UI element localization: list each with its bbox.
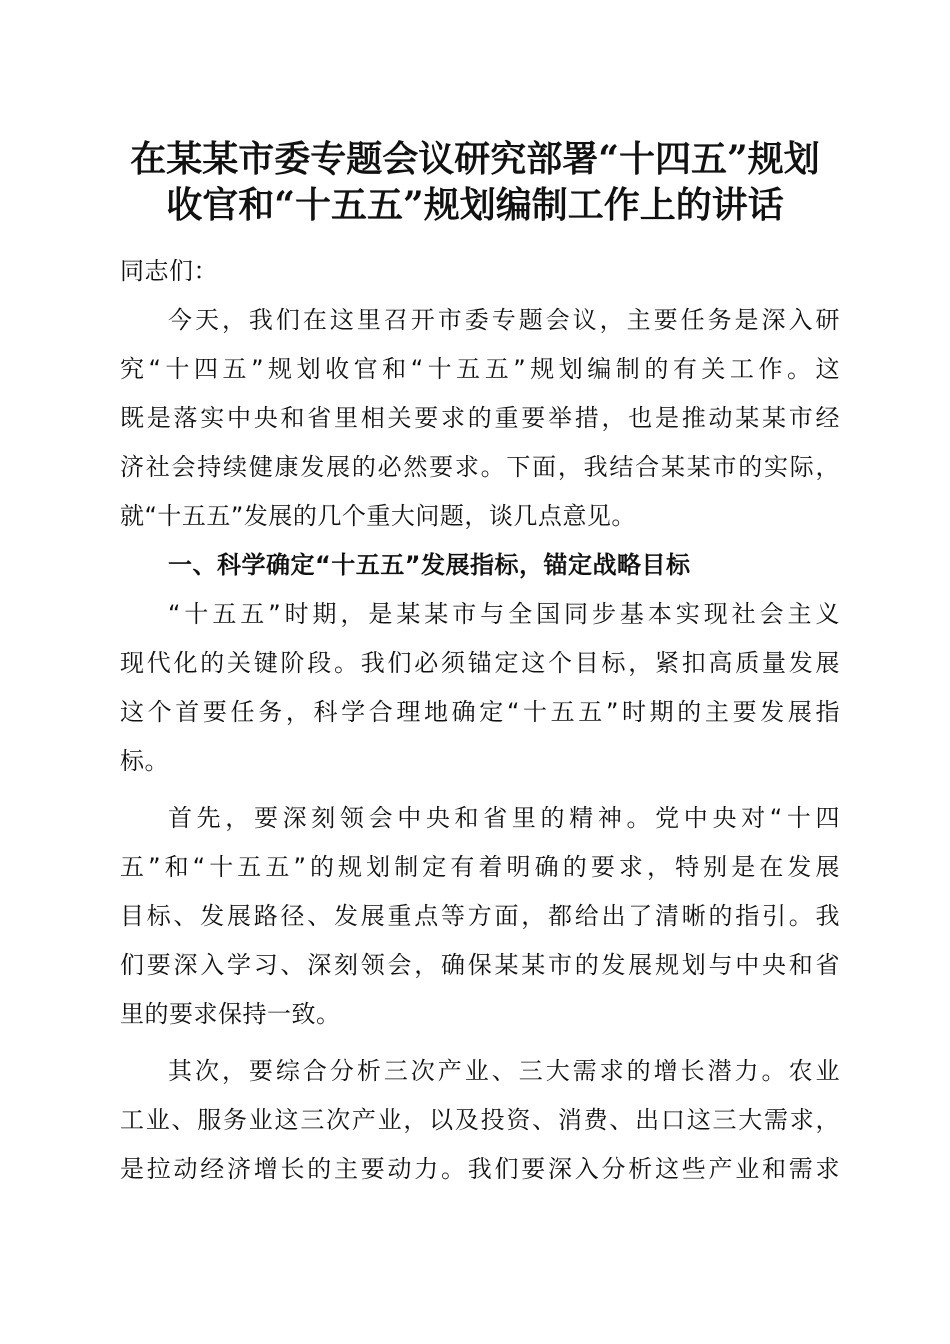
section-heading-1: 一、科学确定“十五五”发展指标，锚定战略目标 bbox=[168, 551, 691, 579]
paragraph-1-line: 究“十四五”规划收官和“十五五”规划编制的有关工作。这 bbox=[120, 355, 840, 383]
document-title-line-2: 收官和“十五五”规划编制工作上的讲话 bbox=[166, 184, 784, 226]
paragraph-2-line: “十五五”时期，是某某市与全国同步基本实现社会主义 bbox=[168, 600, 840, 628]
paragraph-4-line: 是拉动经济增长的主要动力。我们要深入分析这些产业和需求 bbox=[120, 1155, 840, 1183]
paragraph-2-line: 现代化的关键阶段。我们必须锚定这个目标，紧扣高质量发展 bbox=[120, 649, 840, 677]
paragraph-1-line: 既是落实中央和省里相关要求的重要举措，也是推动某某市经 bbox=[120, 404, 840, 432]
paragraph-1-line: 就“十五五”发展的几个重大问题，谈几点意见。 bbox=[120, 502, 636, 530]
document-body bbox=[120, 247, 840, 1194]
document-title-line-1: 在某某市委专题会议研究部署“十四五”规划 bbox=[130, 138, 820, 180]
paragraph-1-line: 今天，我们在这里召开市委专题会议，主要任务是深入研 bbox=[168, 306, 840, 334]
paragraph-4-line: 其次，要综合分析三次产业、三大需求的增长潜力。农业 bbox=[168, 1057, 840, 1085]
salutation: 同志们： bbox=[120, 257, 218, 285]
paragraph-2-line: 这个首要任务，科学合理地确定“十五五”时期的主要发展指 bbox=[120, 698, 840, 726]
paragraph-4-line: 工业、服务业这三次产业，以及投资、消费、出口这三大需求， bbox=[120, 1106, 840, 1134]
paragraph-3-line: 首先，要深刻领会中央和省里的精神。党中央对“十四 bbox=[168, 804, 840, 832]
paragraph-3-line: 目标、发展路径、发展重点等方面，都给出了清晰的指引。我 bbox=[120, 902, 840, 930]
paragraph-2-line: 标。 bbox=[120, 747, 169, 775]
paragraph-3-line: 们要深入学习、深刻领会，确保某某市的发展规划与中央和省 bbox=[120, 951, 840, 979]
paragraph-3-line: 五”和“十五五”的规划制定有着明确的要求，特别是在发展 bbox=[120, 853, 840, 881]
paragraph-3-line: 里的要求保持一致。 bbox=[120, 1000, 341, 1028]
paragraph-1-line: 济社会持续健康发展的必然要求。下面，我结合某某市的实际， bbox=[120, 453, 840, 481]
